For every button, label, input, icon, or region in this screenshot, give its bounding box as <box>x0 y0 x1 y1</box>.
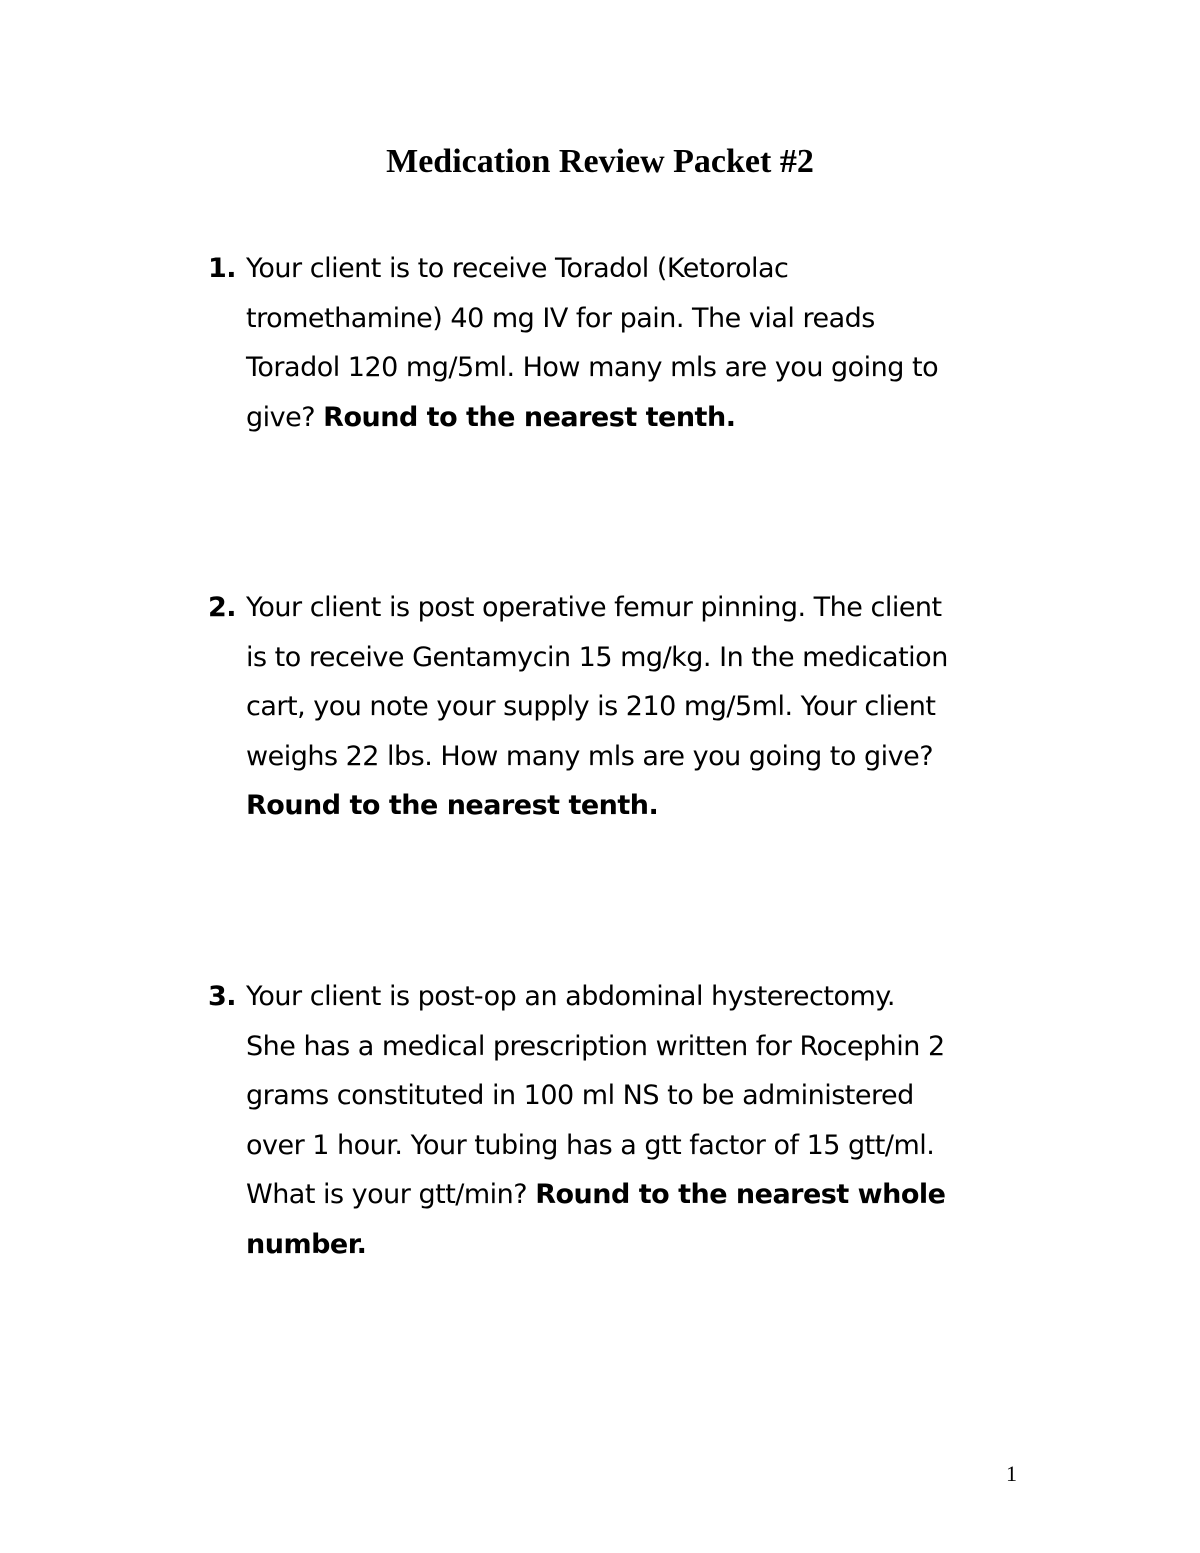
question-line: grams constituted in 100 ml NS to be administered <box>246 1080 914 1111</box>
question-1 <box>208 244 1046 442</box>
question-3 <box>208 972 1046 1269</box>
rounding-instruction: number. <box>246 1228 367 1260</box>
question-line <box>246 781 1046 831</box>
question-line: She has a medical prescription written for Rocephin 2 <box>246 1030 945 1062</box>
rounding-instruction: Round to the nearest tenth. <box>246 790 659 821</box>
question-line: Your client is post operative femur pinning. The client <box>246 592 942 623</box>
rounding-instruction: Round to the nearest whole <box>535 1179 946 1210</box>
document-title: Medication Review Packet #2 <box>386 143 814 180</box>
question-line: cart, you note your supply is 210 mg/5ml. Your client <box>246 691 936 722</box>
question-line: is to receive Gentamycin 15 mg/kg. In the medication <box>246 641 948 673</box>
question-number: 1. <box>208 253 237 284</box>
question-line: weighs 22 lbs. How many mls are you going to give? <box>246 740 934 772</box>
question-line: tromethamine) 40 mg IV for pain. The vial reads <box>246 302 875 334</box>
question-number: 3. <box>208 981 237 1012</box>
question-line <box>246 1220 1046 1270</box>
question-line: Your client is post-op an abdominal hysterectomy. <box>246 981 895 1012</box>
question-line: Toradol 120 mg/5ml. How many mls are you going to <box>246 352 939 383</box>
question-line: over 1 hour. Your tubing has a gtt factor of 15 gtt/ml. <box>246 1129 935 1161</box>
question-line: What is your gtt/min? Round to the nearest whole <box>246 1179 946 1210</box>
page-number: 1 <box>1006 1461 1017 1486</box>
question-line: Your client is to receive Toradol (Ketorolac <box>246 253 789 284</box>
question-line: give? Round to the nearest tenth. <box>246 401 736 433</box>
rounding-instruction: Round to the nearest tenth. <box>323 401 736 433</box>
question-2 <box>208 583 1046 831</box>
question-number: 2. <box>208 592 237 623</box>
